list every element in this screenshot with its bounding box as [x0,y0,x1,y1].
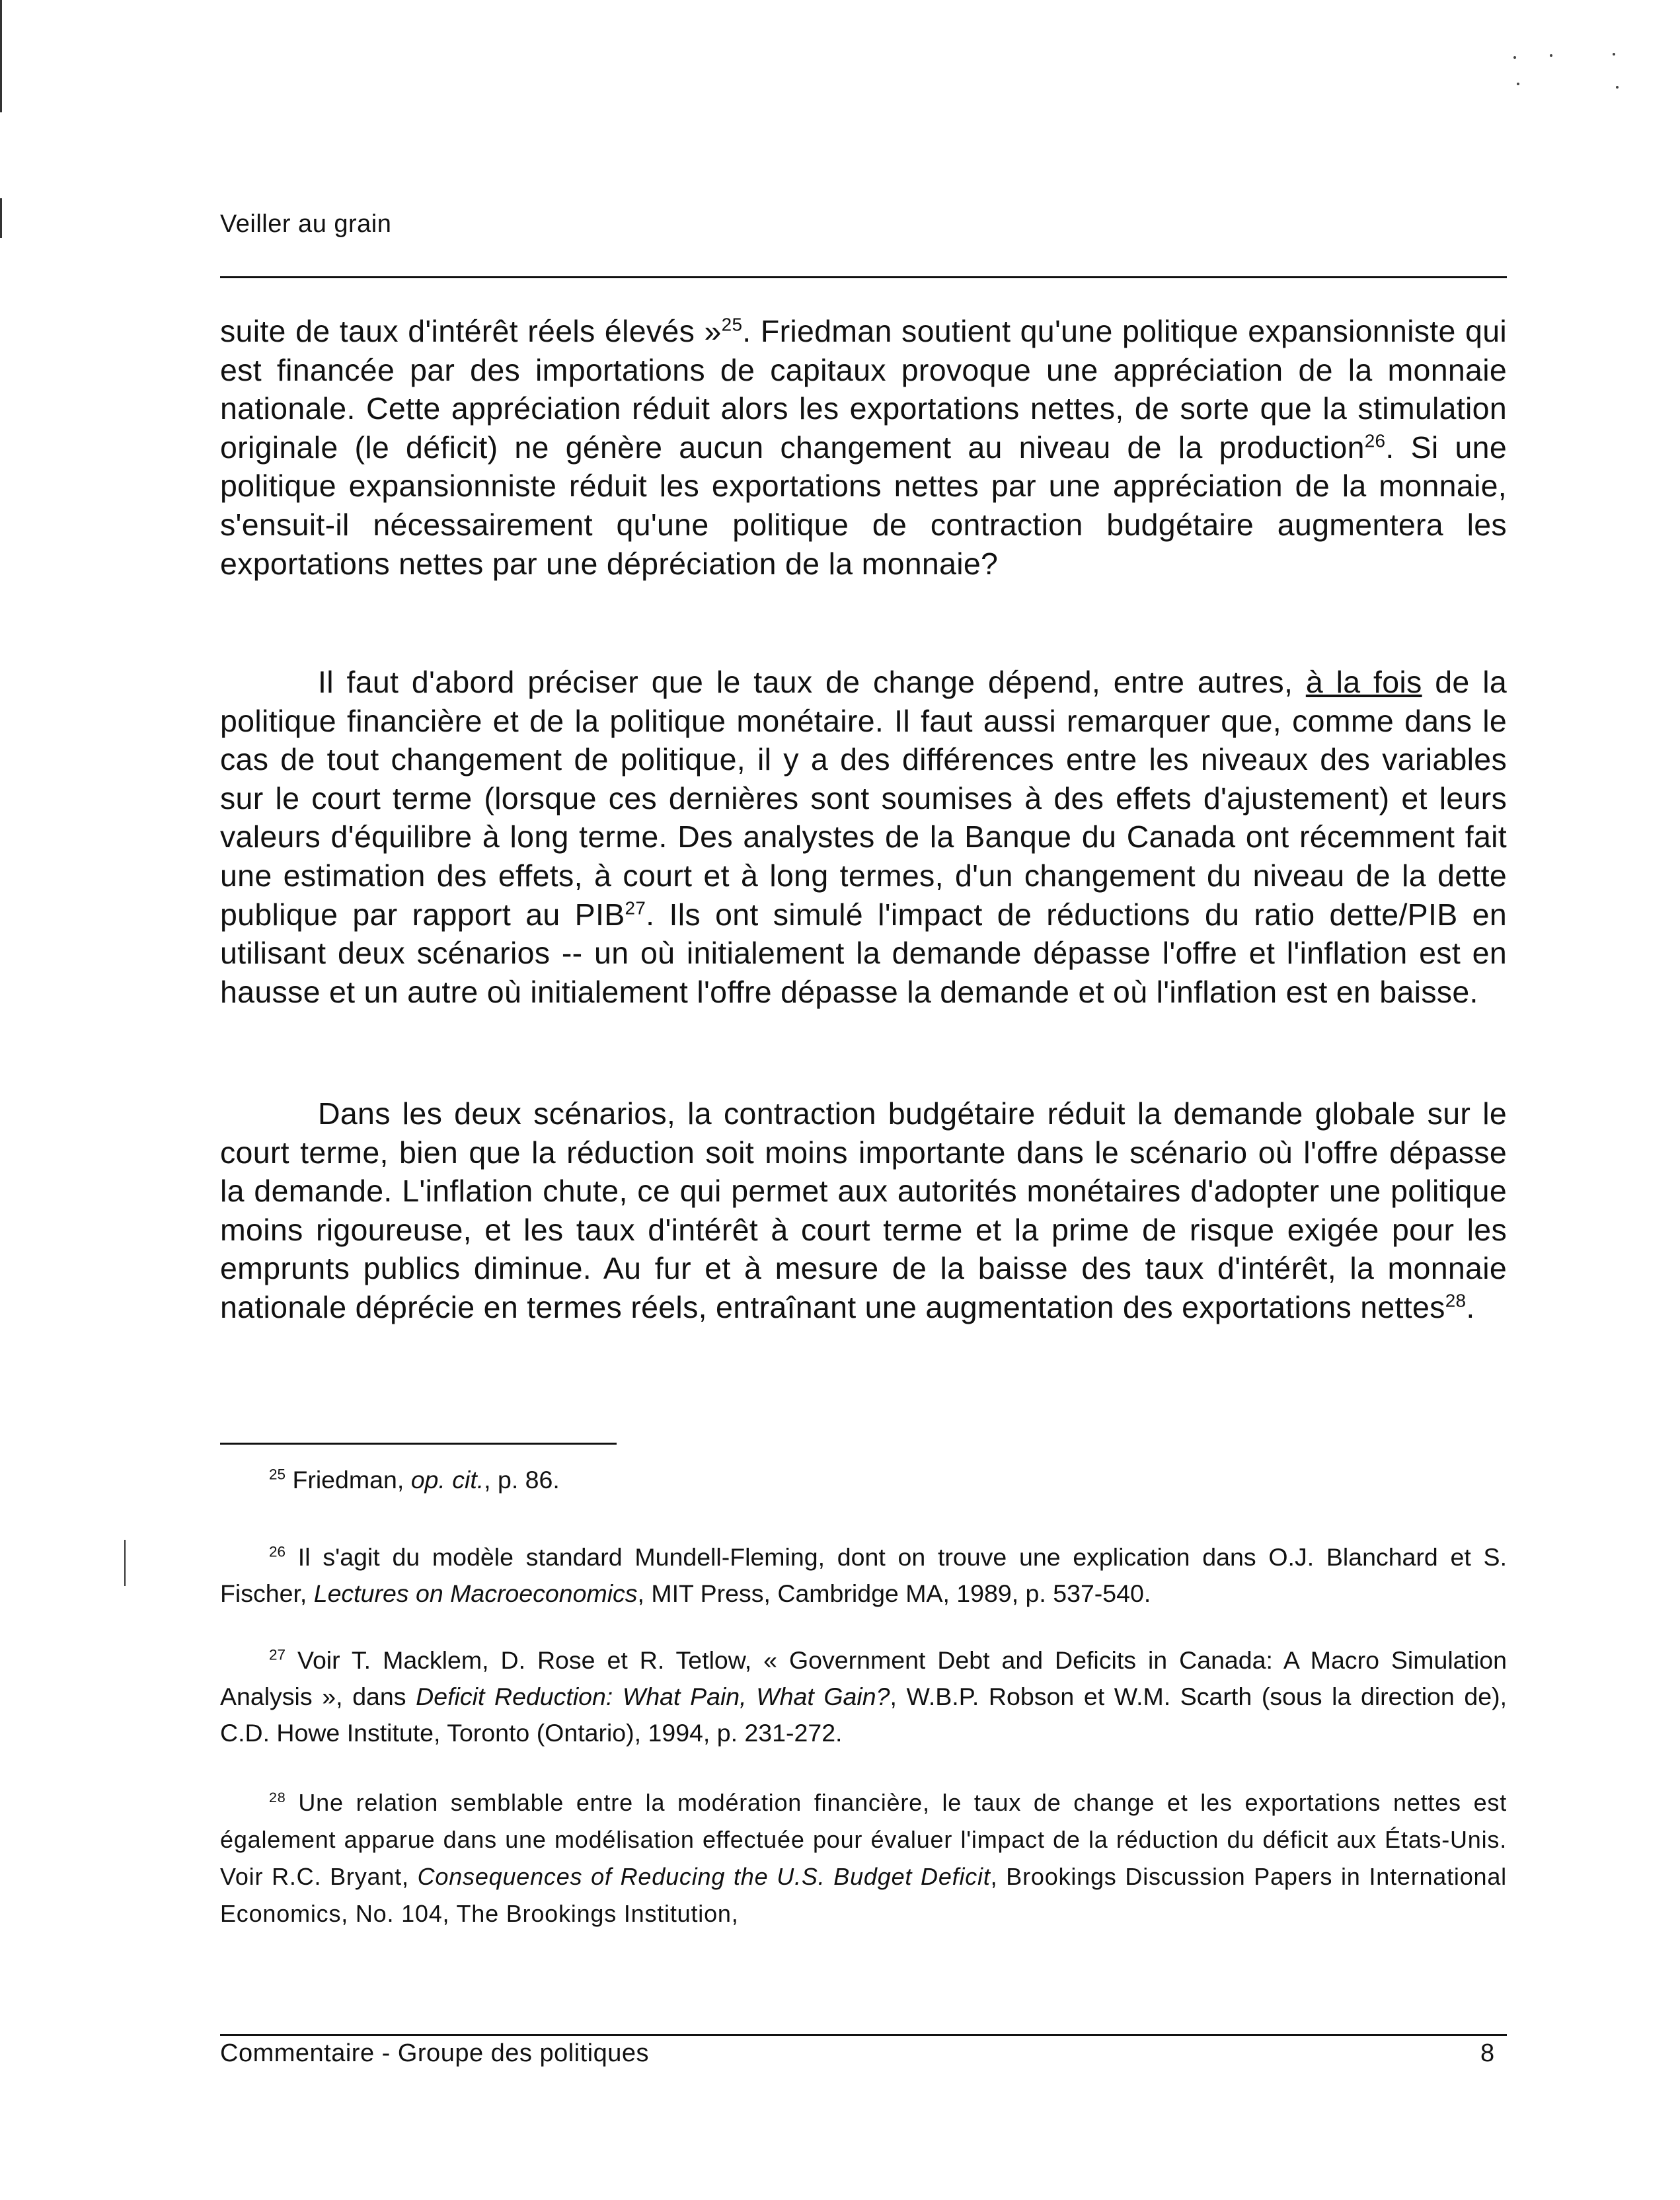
p1-text-c: . Si une politique expansionniste réduit les exportations nettes par une appréciation de la monnaie, s'ensuit-il nécessairement qu'une politique de contraction budgétaire augmentera les exportations nettes par une dépréciation de la monnaie? [220,430,1508,581]
scan-speck [1517,83,1519,85]
footer-title: Commentaire - Groupe des politiques [220,2039,650,2067]
footnote-text: , Brookings Discussion Papers in International Economics, No. 104, The Brookings Institution, [220,1863,1507,1927]
scan-speck [1550,54,1552,57]
footnote-ref-28[interactable]: 28 [1445,1290,1467,1311]
footnote-italic-text: Deficit Reduction: What Pain, What Gain? [416,1683,890,1710]
footnote-text: , MIT Press, Cambridge MA, 1989, p. 537-540. [637,1579,1151,1607]
footnote-26 [220,1539,1507,1612]
footnote-25 [220,1462,1507,1498]
p2-text-c: . Ils ont simulé l'impact de réductions du ratio dette/PIB en utilisant deux scénarios -- un où initialement la demande dépasse l'offre et l'inflation est en hausse et un autre où initialement l'offre dépasse la demande et où l'inflation est en baisse. [220,897,1507,1009]
footnote-italic-text: op. cit. [410,1466,484,1494]
p3-text-a: Dans les deux scénarios, la contraction budgétaire réduit la demande globale sur le court terme, bien que la réduction soit moins importante dans le scénario où l'offre dépasse la demande. L'inflation chute, ce qui permet aux autorités monétaires d'adopter une politique moins rigoureuse, et les taux d'intérêt à court terme et la prime de risque exigée pour les emprunts publics diminue. Au fur et à mesure de la baisse des taux d'intérêt, la monnaie nationale déprécie en termes réels, entraînant une augmentation des exportations nettes [220,1096,1507,1324]
footnote-ref-26[interactable]: 26 [1364,430,1386,451]
body-paragraph-3 [220,1094,1507,1327]
footnote-number: 26 [269,1543,286,1560]
p2-text-a: Il faut d'abord préciser que le taux de change dépend, entre autres, [318,665,1306,699]
footnote-text: , p. 86. [484,1466,560,1494]
scan-speck [1616,86,1619,89]
page-number: 8 [1480,2039,1495,2067]
footnote-separator [220,1443,617,1445]
footnote-text: Une relation semblable entre la modération financière, le taux de change et les exportations nettes est également apparue dans une modélisation effectuée pour évaluer l'impact de la réduction du déficit aux États-Unis. Voir R.C. Bryant, [220,1789,1507,1890]
footnote-number: 25 [269,1466,286,1483]
p1-text-a: suite de taux d'intérêt réels élevés » [220,314,722,348]
footnote-28 [220,1784,1507,1932]
footnote-ref-27[interactable]: 27 [625,897,646,919]
footnote-27 [220,1642,1507,1751]
p2-underlined-text: à la fois [1305,665,1422,699]
scan-margin-mark [0,198,2,238]
footnote-italic-text: Consequences of Reducing the U.S. Budget Deficit [417,1863,991,1890]
footnote-italic-text: Lectures on Macroeconomics [313,1579,638,1607]
p2-text-b: de la politique financière et de la politique monétaire. Il faut aussi remarquer que, comme dans le cas de tout changement de politique, il y a des différences entre les niveaux des variables sur le court terme (lorsque ces dernières sont soumises à des effets d'ajustement) et leurs valeurs d'équilibre à long terme. Des analystes de la Banque du Canada ont récemment fait une estimation des effets, à court et à long termes, d'un changement du niveau de la dette publique par rapport au PIB [220,665,1508,932]
footnote-text: , W.B.P. Robson et W.M. Scarth (sous la direction de), C.D. Howe Institute, Toronto (Ontario), 1994, p. 231-272. [220,1683,1508,1747]
footnote-number: 27 [269,1646,286,1663]
footnote-ref-25[interactable]: 25 [721,314,743,335]
scan-margin-mark [0,0,2,112]
header-rule [220,276,1507,278]
footnote-text: Il s'agit du modèle standard Mundell-Fleming, dont on trouve une explication dans O.J. Blanchard et S. Fischer, [220,1543,1507,1607]
body-paragraph-2 [220,663,1507,1011]
footer-rule [220,2034,1507,2036]
running-header: Veiller au grain [220,210,392,238]
p3-text-b: . [1466,1289,1475,1324]
body-paragraph-1 [220,312,1507,583]
p1-text-b: . Friedman soutient qu'une politique expansionniste qui est financée par des importations de capitaux provoque une appréciation de la monnaie nationale. Cette appréciation réduit alors les exportations nettes, de sorte que la stimulation originale (le déficit) ne génère aucun changement au niveau de la production [220,314,1508,465]
scan-speck [1513,56,1516,59]
scan-margin-mark [124,1540,126,1586]
footnote-number: 28 [269,1789,286,1805]
footnote-text: Voir T. Macklem, D. Rose et R. Tetlow, « Government Debt and Deficits in Canada: A Macro Simulation Analysis », dans [220,1646,1507,1710]
scan-speck [1613,53,1615,56]
footnote-text: Friedman, [286,1466,411,1494]
